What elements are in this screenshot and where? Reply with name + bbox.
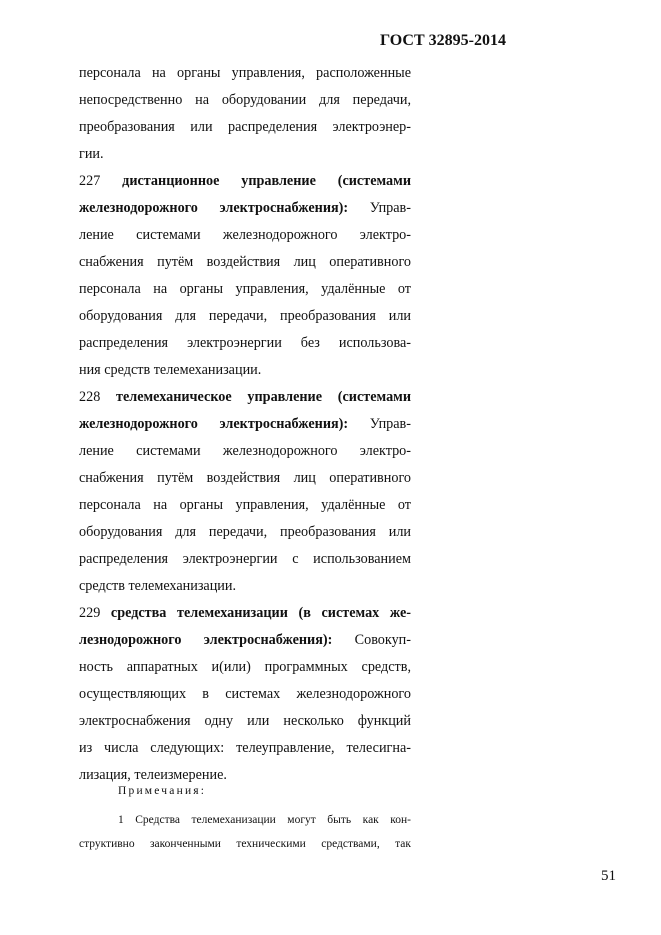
term-229-line bbox=[79, 627, 411, 654]
term-name: железнодорожного электроснабжения): bbox=[79, 416, 349, 432]
term-228-heading bbox=[79, 384, 411, 411]
document-body bbox=[79, 60, 411, 789]
document-code: ГОСТ 32895-2014 bbox=[380, 32, 506, 49]
text-line: осуществляющих в системах железнодорожного bbox=[79, 686, 411, 702]
term-227-line bbox=[79, 195, 411, 222]
text-line: оборудования для передачи, преобразования или bbox=[79, 524, 411, 540]
note-line: структивно законченными техническими средствами, так bbox=[79, 838, 411, 850]
term-definition: Совокуп- bbox=[332, 632, 411, 648]
term-number: 229 bbox=[79, 605, 111, 621]
text-line: непосредственно на оборудовании для передачи, bbox=[79, 92, 411, 108]
text-line: распределения электроэнергии с использованием bbox=[79, 551, 411, 567]
text-line: средств телемеханизации. bbox=[79, 578, 237, 594]
text-line: преобразования или распределения электроэнер- bbox=[79, 119, 411, 135]
text-line: ния средств телемеханизации. bbox=[79, 362, 262, 378]
page-number: 51 bbox=[601, 868, 616, 884]
text-line: электроснабжения одну или несколько функций bbox=[79, 713, 411, 729]
term-227-heading bbox=[79, 168, 411, 195]
text-line: персонала на органы управления, расположенные bbox=[79, 65, 411, 81]
text-line: снабжения путём воздействия лиц оперативного bbox=[79, 470, 411, 486]
term-name: телемеханическое управление (системами bbox=[116, 389, 412, 405]
text-line: из числа следующих: телеуправление, телесигна- bbox=[79, 740, 411, 756]
term-definition: Управ- bbox=[348, 200, 411, 216]
term-229-heading bbox=[79, 600, 411, 627]
term-name: средства телемеханизации (в системах же- bbox=[110, 605, 411, 621]
term-name: дистанционное управление (системами bbox=[122, 173, 411, 189]
term-definition: Управ- bbox=[348, 416, 411, 432]
text-line: оборудования для передачи, преобразования или bbox=[79, 308, 411, 324]
text-line: гии. bbox=[79, 146, 104, 162]
text-line: ность аппаратных и(или) программных средств, bbox=[79, 659, 411, 675]
text-line: ление системами железнодорожного электро- bbox=[79, 227, 411, 243]
term-228-line bbox=[79, 411, 411, 438]
text-line: снабжения путём воздействия лиц оперативного bbox=[79, 254, 411, 270]
text-line: персонала на органы управления, удалённые от bbox=[79, 497, 411, 513]
term-name: лезнодорожного электроснабжения): bbox=[79, 632, 333, 648]
term-number: 227 bbox=[79, 173, 123, 189]
text-line: персонала на органы управления, удалённые от bbox=[79, 281, 411, 297]
text-line: лизация, телеизмерение. bbox=[79, 767, 227, 783]
term-number: 228 bbox=[79, 389, 116, 405]
text-line: ление системами железнодорожного электро- bbox=[79, 443, 411, 459]
notes-heading: Примечания: bbox=[118, 785, 207, 797]
text-line: распределения электроэнергии без использова- bbox=[79, 335, 411, 351]
term-name: железнодорожного электроснабжения): bbox=[79, 200, 349, 216]
note-line: 1 Средства телемеханизации могут быть как кон- bbox=[118, 814, 411, 826]
